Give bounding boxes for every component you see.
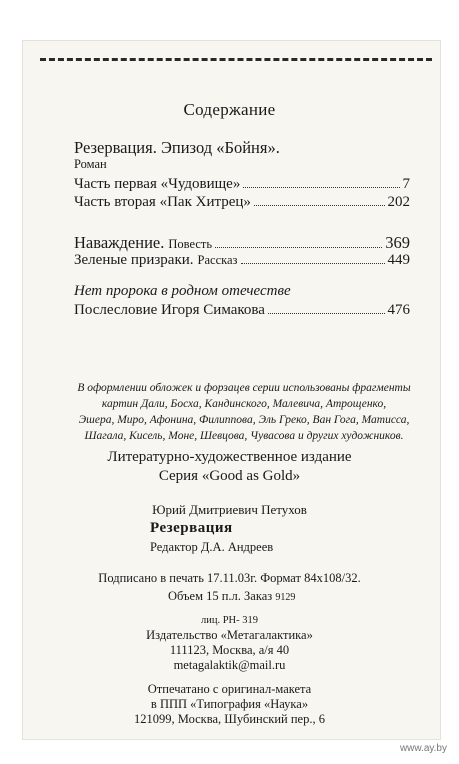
publisher-address: 111123, Москва, а/я 40 bbox=[169, 643, 290, 657]
note-line: Эшера, Миро, Афонина, Филиппова, Эль Греко, Ван Гога, Матисса, bbox=[78, 414, 410, 426]
order-number: 9129 bbox=[275, 592, 296, 603]
toc-page-number: 476 bbox=[387, 302, 410, 318]
series-name: Серия «Good as Gold» bbox=[158, 468, 301, 484]
note-line: Шагала, Кисель, Моне, Шевцова, Чувасова и других художников. bbox=[84, 430, 404, 442]
edition-type-line: Литературно-художественное издание bbox=[107, 449, 352, 465]
toc-entry bbox=[74, 302, 410, 320]
cover-art-note bbox=[74, 380, 414, 444]
toc-entry bbox=[74, 138, 410, 156]
toc-entry bbox=[74, 233, 410, 251]
note-line: В оформлении обложек и форзацев серии использованы фрагменты bbox=[77, 382, 411, 394]
print-signed-line: Подписано в печать 17.11.03г. Формат 84х108/32. bbox=[98, 571, 361, 585]
book-title: Резервация bbox=[150, 520, 233, 536]
toc-entry-label: Наваждение. bbox=[74, 233, 165, 252]
toc-entry-genre: Повесть bbox=[168, 237, 213, 251]
publisher-block bbox=[0, 628, 459, 673]
volume-order-line bbox=[168, 589, 295, 604]
toc-entry-label: Нет пророка в родном отечестве bbox=[74, 283, 291, 299]
printer-block bbox=[0, 682, 459, 727]
toc-page-number: 449 bbox=[387, 252, 410, 268]
printer-address: 121099, Москва, Шубинский пер., 6 bbox=[134, 712, 325, 726]
editor-credit: Редактор Д.А. Андреев bbox=[150, 540, 274, 554]
toc-entry-label: Резервация. Эпизод «Бойня». bbox=[74, 138, 280, 157]
toc-entry bbox=[74, 252, 410, 270]
author-name: Юрий Дмитриевич Петухов bbox=[152, 502, 307, 517]
toc-page-number: 369 bbox=[385, 233, 410, 252]
toc-entry-genre: Рассказ bbox=[197, 253, 238, 267]
contents-heading: Содержание bbox=[183, 100, 276, 119]
note-line: картин Дали, Босха, Кандинского, Малевича, Атрощенко, bbox=[101, 398, 387, 410]
printer-line: Отпечатано с оригинал-макета bbox=[147, 682, 312, 696]
toc-entry-label: Часть вторая «Пак Хитрец» bbox=[74, 194, 251, 210]
printer-line: в ППП «Типография «Наука» bbox=[150, 697, 309, 711]
toc-entry bbox=[74, 157, 410, 175]
site-watermark: www.ay.by bbox=[399, 743, 447, 754]
toc-page-number: 7 bbox=[402, 176, 410, 192]
toc-entry-label: Часть первая «Чудовище» bbox=[74, 176, 241, 192]
leader-dots bbox=[268, 312, 385, 314]
toc-entry-label: Зеленые призраки. bbox=[74, 252, 194, 268]
top-dashed-rule bbox=[40, 58, 432, 61]
publisher-email: metagalaktik@mail.ru bbox=[173, 658, 286, 672]
toc-entry bbox=[74, 176, 410, 194]
edition-type bbox=[0, 448, 459, 486]
leader-dots bbox=[215, 246, 382, 248]
leader-dots bbox=[241, 262, 385, 264]
leader-dots bbox=[254, 204, 385, 206]
toc-page-number: 202 bbox=[387, 194, 410, 210]
volume-text: Объем 15 п.л. Заказ bbox=[168, 589, 273, 603]
toc-entry bbox=[74, 283, 410, 301]
leader-dots bbox=[243, 186, 399, 188]
toc-entry-label: Послесловие Игоря Симакова bbox=[74, 302, 265, 318]
publisher-name: Издательство «Метагалактика» bbox=[146, 628, 313, 642]
toc-entry-label: Роман bbox=[74, 157, 107, 171]
toc-entry bbox=[74, 194, 410, 212]
license-number: лиц. РН- 319 bbox=[200, 615, 259, 626]
